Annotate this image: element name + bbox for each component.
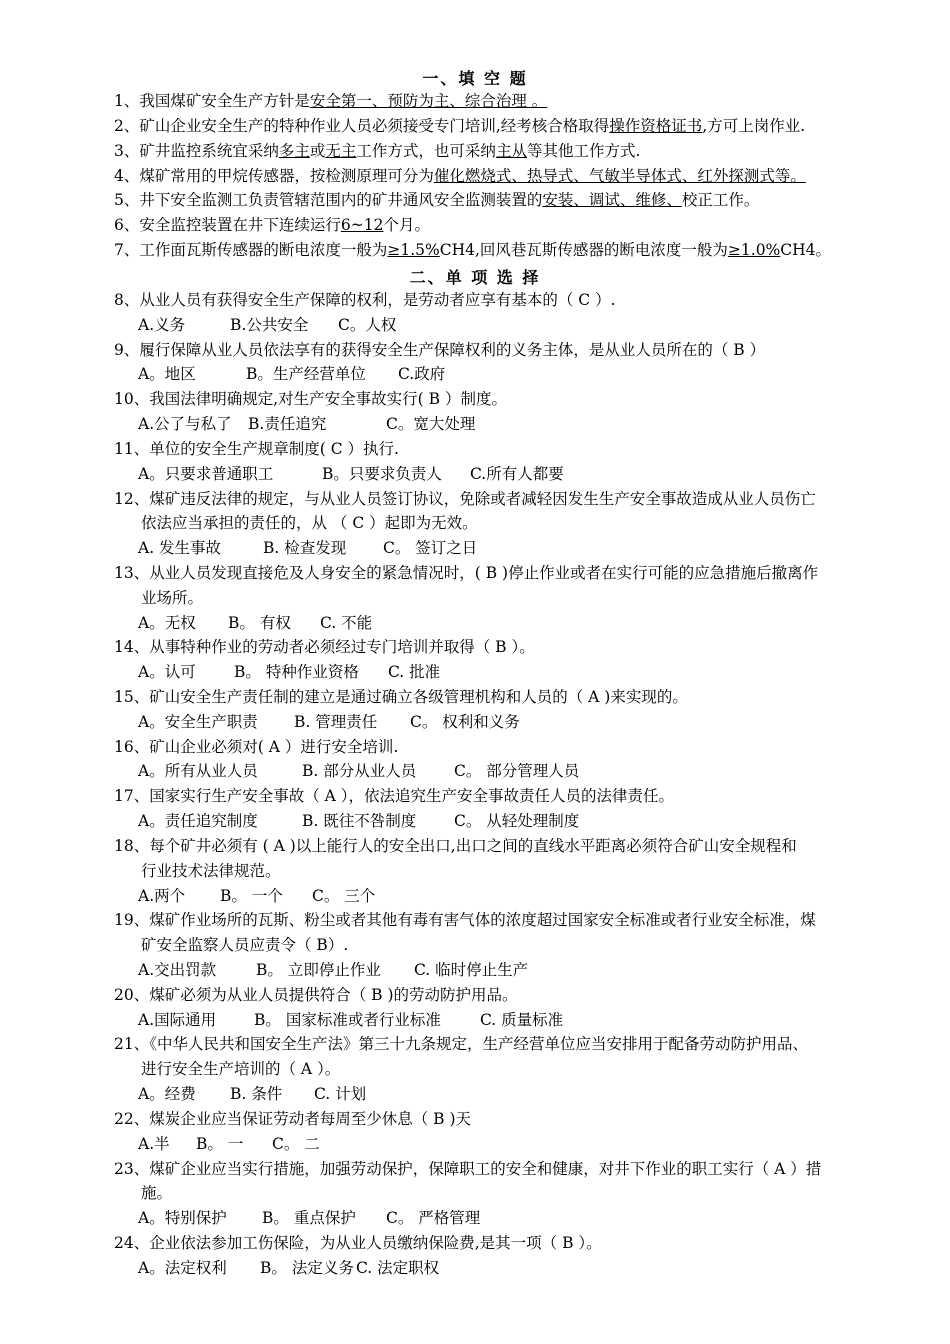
- option-a: A.交出罚款: [138, 961, 217, 979]
- option-c: C。人权: [338, 316, 397, 334]
- option-c: C. 临时停止生产: [414, 961, 529, 979]
- option-a: A。只要求普通职工: [138, 465, 274, 483]
- question-20-options: [138, 1010, 563, 1030]
- option-a: A.公了与私了: [138, 415, 232, 433]
- option-b: B。生产经营单位: [246, 365, 366, 383]
- question-9: 9、履行保障从业人员依法享有的获得安全生产保障权利的义务主体，是从业人员所在的（ B ）: [114, 341, 766, 359]
- option-b: B。 重点保护: [262, 1209, 356, 1227]
- question-24: 24、企业依法参加工伤保险，为从业人员缴纳保险费,是其一项（ B ）。: [114, 1234, 602, 1252]
- option-b: B。 特种作业资格: [234, 663, 359, 681]
- option-b: B. 部分从业人员: [302, 762, 417, 780]
- question-16-options: [138, 761, 579, 781]
- question-12-continued: 依法应当承担的责任的，从 （ C ）起即为无效。: [141, 514, 478, 532]
- option-b: B.公共安全: [230, 316, 309, 334]
- fill-item-2: 2、矿山企业安全生产的特种作业人员必须接受专门培训,经考核合格取得操作资格证书,方可上岗作业.: [114, 117, 806, 135]
- option-b: B.责任追究: [248, 415, 327, 433]
- option-c: C. 计划: [314, 1085, 367, 1103]
- option-b: B. 既往不咎制度: [302, 812, 417, 830]
- question-13-options: [138, 613, 372, 633]
- question-17-options: [138, 811, 579, 831]
- fill-item-6: 6、安全监控装置在井下连续运行6~12个月。: [114, 216, 430, 234]
- option-b: B. 条件: [230, 1085, 283, 1103]
- question-19-options: [138, 960, 528, 980]
- question-18-continued: 行业技术法律规范。: [141, 862, 281, 880]
- option-b: B。只要求负责人: [322, 465, 442, 483]
- option-b: B. 检查发现: [263, 539, 347, 557]
- option-a: A。特别保护: [138, 1209, 227, 1227]
- option-b: B。 一个: [220, 887, 283, 905]
- question-18-options: [138, 886, 375, 906]
- question-19-continued: 矿安全监察人员应责令（ B）.: [141, 936, 349, 954]
- option-a: A。所有从业人员: [138, 762, 258, 780]
- question-21-continued: 进行安全生产培训的（ A ）。: [141, 1060, 341, 1078]
- fill-item-3: 3、矿井监控系统宜采纳多主或无主工作方式，也可采纳主从等其他工作方式.: [114, 142, 641, 160]
- option-a: A.国际通用: [138, 1011, 217, 1029]
- question-23-options: [138, 1208, 480, 1228]
- option-c: C。 三个: [312, 887, 376, 905]
- option-b: B。 法定义务: [260, 1259, 354, 1277]
- question-13-continued: 业场所。: [141, 589, 204, 607]
- option-b: B。 有权: [228, 614, 291, 632]
- question-18: 18、每个矿井必须有 ( A )以上能行人的安全出口,出口之间的直线水平距离必须符合矿山安全规程和: [114, 837, 797, 855]
- option-b: B。 国家标准或者行业标准: [254, 1011, 441, 1029]
- option-c: C。 部分管理人员: [454, 762, 580, 780]
- fill-item-1: 1、我国煤矿安全生产方针是安全第一、预防为主、综合治理 。: [114, 92, 548, 110]
- option-a: A。认可: [138, 663, 196, 681]
- option-c: C。 签订之日: [383, 539, 478, 557]
- option-c: C.所有人都要: [470, 465, 564, 483]
- fill-item-4: 4、煤矿常用的甲烷传感器，按检测原理可分为催化燃烧式、热导式、气敏半导体式、红外探测式等。: [114, 167, 806, 185]
- question-19: 19、煤矿作业场所的瓦斯、粉尘或者其他有毒有害气体的浓度超过国家安全标准或者行业安全标准，煤: [114, 911, 816, 929]
- question-22: 22、煤炭企业应当保证劳动者每周至少休息（ B )天: [114, 1110, 472, 1128]
- option-a: A. 发生事故: [138, 539, 222, 557]
- question-15: 15、矿山安全生产责任制的建立是通过确立各级管理机构和人员的（ A )来实现的。: [114, 688, 688, 706]
- question-10: 10、我国法律明确规定,对生产安全事故实行( B ）制度。: [114, 390, 507, 408]
- fill-item-5: 5、井下安全监测工负责管辖范围内的矿井通风安全监测装置的安装、调试、维修、校正工作。: [114, 191, 760, 209]
- question-15-options: [138, 712, 520, 732]
- option-b: B。 立即停止作业: [256, 961, 381, 979]
- question-8: 8、从业人员有获得安全生产保障的权利，是劳动者应享有基本的（ C ）.: [114, 291, 616, 309]
- section-heading-fill: 一、填 空 题: [422, 69, 528, 88]
- section-heading-single: 二、单 项 选 择: [409, 268, 541, 287]
- option-c: C. 不能: [320, 614, 373, 632]
- question-21-options: [138, 1084, 366, 1104]
- question-14: 14、从事特种作业的劳动者必须经过专门培训并取得（ B ）。: [114, 638, 535, 656]
- option-a: A。无权: [138, 614, 196, 632]
- question-11: 11、单位的安全生产规章制度( C ）执行.: [114, 440, 399, 458]
- option-a: A.半: [138, 1135, 170, 1153]
- option-c: C。 权利和义务: [410, 713, 520, 731]
- option-a: A.两个: [138, 887, 186, 905]
- question-13: 13、从业人员发现直接危及人身安全的紧急情况时，( B )停止作业或者在实行可能的应急措施后撤离作: [114, 564, 819, 582]
- option-a: A.义务: [138, 316, 186, 334]
- question-17: 17、国家实行生产安全事故（ A ），依法追究生产安全事故责任人员的法律责任。: [114, 787, 675, 805]
- fill-item-7: 7、工作面瓦斯传感器的断电浓度一般为≥1.5%CH4,回风巷瓦斯传感器的断电浓度一般为≥1.0%CH4。: [114, 241, 832, 259]
- question-9-options: [138, 364, 445, 384]
- option-c: C。 严格管理: [386, 1209, 481, 1227]
- option-c: C。 二: [272, 1135, 320, 1153]
- option-b: B。 一: [196, 1135, 244, 1153]
- question-24-options: [138, 1258, 439, 1278]
- option-c: C. 法定职权: [356, 1259, 440, 1277]
- option-b: B. 管理责任: [294, 713, 378, 731]
- question-12: 12、煤矿违反法律的规定，与从业人员签订协议，免除或者减轻因发生生产安全事故造成从业人员伤亡: [114, 490, 816, 508]
- question-11-options: [138, 464, 564, 484]
- option-c: C.政府: [398, 365, 446, 383]
- question-22-options: [138, 1134, 320, 1154]
- question-23: 23、煤矿企业应当实行措施，加强劳动保护，保障职工的安全和健康，对井下作业的职工实行（ A ）措: [114, 1160, 822, 1178]
- question-10-options: [138, 414, 475, 434]
- option-a: A。法定权利: [138, 1259, 227, 1277]
- question-8-options: [138, 315, 396, 335]
- option-c: C。 从轻处理制度: [454, 812, 580, 830]
- question-23-continued: 施。: [141, 1184, 173, 1202]
- option-a: A。地区: [138, 365, 196, 383]
- question-20: 20、煤矿必须为从业人员提供符合（ B )的劳动防护用品。: [114, 986, 518, 1004]
- option-a: A。安全生产职责: [138, 713, 258, 731]
- option-c: C. 质量标准: [480, 1011, 564, 1029]
- question-14-options: [138, 662, 440, 682]
- question-21: 21、《中华人民共和国安全生产法》第三十九条规定，生产经营单位应当安排用于配备劳动防护用品、: [114, 1035, 808, 1053]
- question-12-options: [138, 538, 477, 558]
- option-c: C. 批准: [388, 663, 441, 681]
- question-16: 16、矿山企业必须对( A ）进行安全培训.: [114, 738, 399, 756]
- option-c: C。宽大处理: [386, 415, 476, 433]
- option-a: A。经费: [138, 1085, 196, 1103]
- option-a: A。责任追究制度: [138, 812, 258, 830]
